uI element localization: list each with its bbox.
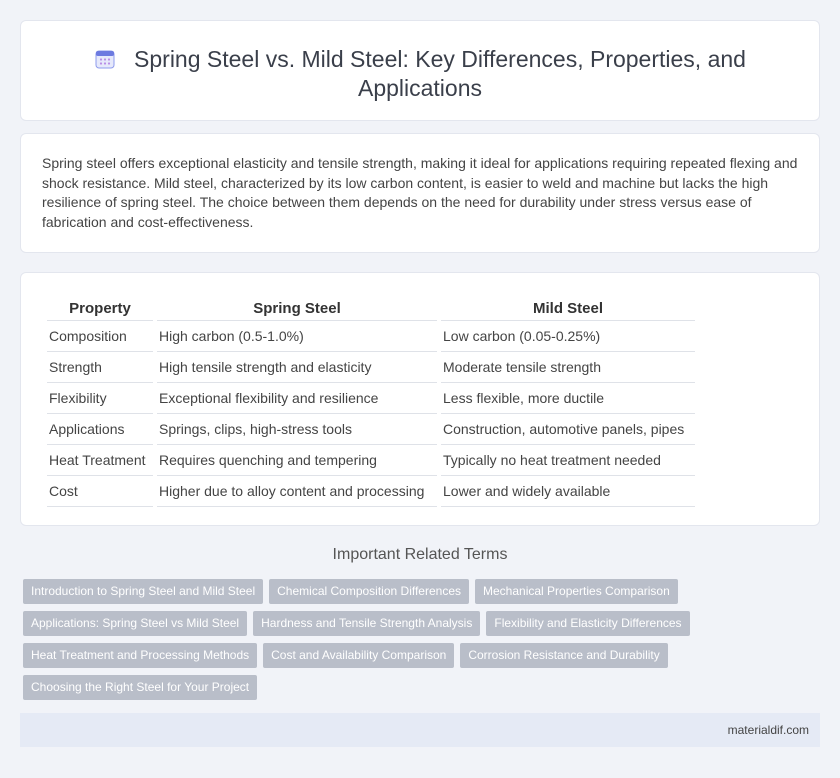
property-cell: Cost	[47, 476, 153, 507]
mild-steel-cell: Less flexible, more ductile	[441, 383, 695, 414]
summary-card	[20, 133, 820, 253]
related-term-tag[interactable]: Applications: Spring Steel vs Mild Steel	[23, 611, 247, 636]
mild-steel-cell: Lower and widely available	[441, 476, 695, 507]
table-row	[47, 383, 695, 414]
property-cell: Composition	[47, 321, 153, 352]
spring-steel-cell: High tensile strength and elasticity	[157, 352, 437, 383]
header-card	[20, 20, 820, 121]
table-row	[47, 321, 695, 352]
table-row	[47, 414, 695, 445]
table-row	[47, 352, 695, 383]
property-cell: Flexibility	[47, 383, 153, 414]
table-row	[47, 476, 695, 507]
page-title-wrap	[21, 45, 819, 103]
mild-steel-cell: Typically no heat treatment needed	[441, 445, 695, 476]
related-terms-list	[23, 579, 703, 707]
property-cell: Applications	[47, 414, 153, 445]
spring-steel-cell: Requires quenching and tempering	[157, 445, 437, 476]
related-term-tag[interactable]: Choosing the Right Steel for Your Project	[23, 675, 257, 700]
related-terms-title: Important Related Terms	[332, 546, 508, 563]
header-property: Property	[47, 297, 153, 321]
related-term-tag[interactable]: Mechanical Properties Comparison	[475, 579, 678, 604]
related-term-tag[interactable]: Flexibility and Elasticity Differences	[486, 611, 689, 636]
property-cell: Strength	[47, 352, 153, 383]
related-term-tag[interactable]: Cost and Availability Comparison	[263, 643, 454, 668]
spring-steel-cell: Higher due to alloy content and processing	[157, 476, 437, 507]
related-term-tag[interactable]: Corrosion Resistance and Durability	[460, 643, 667, 668]
mild-steel-cell: Low carbon (0.05-0.25%)	[441, 321, 695, 352]
related-term-tag[interactable]: Heat Treatment and Processing Methods	[23, 643, 257, 668]
table-row	[47, 445, 695, 476]
page-title: Spring Steel vs. Mild Steel: Key Differences, Properties, and Applications	[134, 46, 746, 101]
calendar-icon	[94, 48, 116, 70]
property-cell: Heat Treatment	[47, 445, 153, 476]
related-term-tag[interactable]: Introduction to Spring Steel and Mild Steel	[23, 579, 263, 604]
mild-steel-cell: Moderate tensile strength	[441, 352, 695, 383]
mild-steel-cell: Construction, automotive panels, pipes	[441, 414, 695, 445]
comparison-table	[43, 297, 699, 507]
spring-steel-cell: High carbon (0.5-1.0%)	[157, 321, 437, 352]
summary-text: Spring steel offers exceptional elasticity and tensile strength, making it ideal for applications requiring repeated flexing and shock resistance. Mild steel, characterized by its low carbon content, is easier to weld and machine but lacks the high resilience of spring steel. The choice between them depends on the need for durability under stress versus ease of fabrication and cost-effectiveness.	[42, 155, 798, 230]
spring-steel-cell: Springs, clips, high-stress tools	[157, 414, 437, 445]
related-term-tag[interactable]: Chemical Composition Differences	[269, 579, 469, 604]
spring-steel-cell: Exceptional flexibility and resilience	[157, 383, 437, 414]
table-header-row	[47, 297, 695, 321]
related-term-tag[interactable]: Hardness and Tensile Strength Analysis	[253, 611, 480, 636]
comparison-card	[20, 272, 820, 526]
header-spring-steel: Spring Steel	[157, 297, 437, 321]
footer-bar	[20, 713, 820, 747]
footer-site-link[interactable]: materialdif.com	[727, 723, 809, 737]
header-mild-steel: Mild Steel	[441, 297, 695, 321]
